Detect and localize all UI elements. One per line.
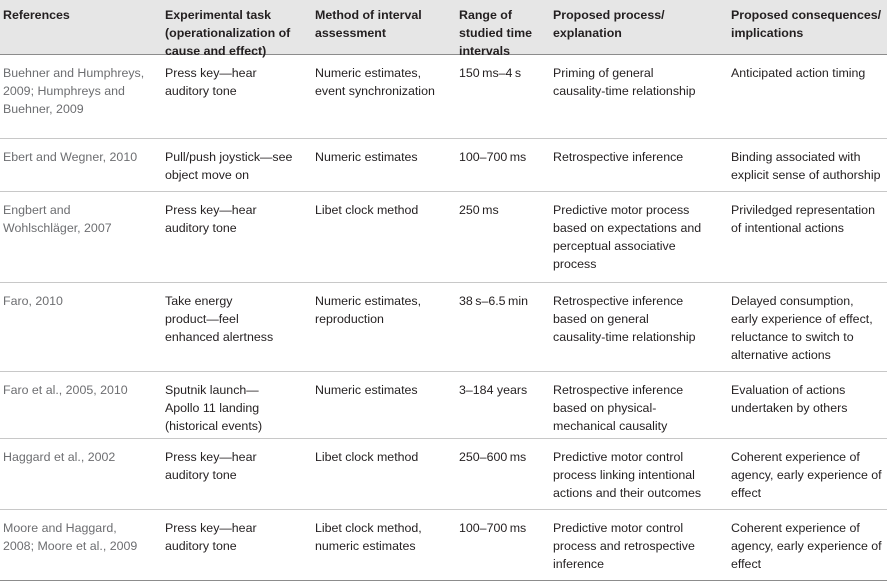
cell-consequences: Coherent experience of agency, early experience of effect [731, 521, 882, 571]
cell-consequences: Coherent experience of agency, early experience of effect [731, 450, 882, 500]
cell-reference: Moore and Haggard, 2008; Moore et al., 2009 [3, 521, 138, 553]
cell-method: Libet clock method, numeric estimates [315, 521, 422, 553]
header-process: Proposed process/ explanation [553, 8, 665, 40]
cell-reference: Buehner and Humphreys, 2009; Humphreys and Buehner, 2009 [3, 66, 145, 116]
cell-reference: Engbert and Wohlschläger, 2007 [3, 203, 112, 235]
header-range: Range of studied time intervals [459, 8, 532, 58]
cell-process: Retrospective inference based on general causality-time relationship [553, 294, 696, 344]
cell-task: Press key—hear auditory tone [165, 203, 257, 235]
cell-consequences: Anticipated action timing [731, 66, 866, 80]
cell-reference: Faro, 2010 [3, 294, 63, 308]
cell-task: Sputnik launch— Apollo 11 landing (historical events) [165, 383, 263, 433]
table-row [0, 192, 887, 283]
header-consequences: Proposed consequences/ implications [731, 8, 882, 40]
table-row [0, 439, 887, 510]
cell-range: 3–184 years [459, 383, 528, 397]
cell-consequences: Priviledged representation of intentional actions [731, 203, 875, 235]
cell-method: Numeric estimates, event synchronization [315, 66, 435, 98]
cell-task: Press key—hear auditory tone [165, 66, 257, 98]
cell-consequences: Evaluation of actions undertaken by others [731, 383, 848, 415]
table-row [0, 283, 887, 372]
cell-process: Predictive motor control process and retrospective inference [553, 521, 695, 571]
cell-method: Numeric estimates [315, 150, 418, 164]
table-row [0, 139, 887, 192]
cell-method: Numeric estimates, reproduction [315, 294, 422, 326]
table-header [0, 0, 887, 58]
cell-task: Take energy product—feel enhanced alertness [165, 294, 274, 344]
cell-range: 250–600 ms [459, 450, 527, 464]
cell-reference: Faro et al., 2005, 2010 [3, 383, 128, 397]
cell-task: Press key—hear auditory tone [165, 450, 257, 482]
cell-process: Retrospective inference [553, 150, 684, 164]
table-row [0, 510, 887, 581]
cell-range: 150 ms–4 s [459, 66, 522, 80]
cell-range: 38 s–6.5 min [459, 294, 529, 308]
cell-task: Press key—hear auditory tone [165, 521, 257, 553]
cell-process: Priming of general causality-time relationship [553, 66, 696, 98]
cell-task: Pull/push joystick—see object move on [165, 150, 293, 182]
cell-consequences: Delayed consumption, early experience of effect, reluctance to switch to alternative actions [731, 294, 873, 362]
table-row [0, 55, 887, 139]
cell-method: Numeric estimates [315, 383, 418, 397]
cell-process: Predictive motor control process linking intentional actions and their outcomes [553, 450, 702, 500]
cell-range: 100–700 ms [459, 150, 527, 164]
cell-process: Retrospective inference based on physical- mechanical causality [553, 383, 684, 433]
header-references: References [3, 8, 70, 22]
header-experimental-task: Experimental task (operationalization of cause and effect) [165, 8, 291, 58]
cell-range: 100–700 ms [459, 521, 527, 535]
cell-reference: Ebert and Wegner, 2010 [3, 150, 138, 164]
cell-reference: Haggard et al., 2002 [3, 450, 116, 464]
table-row [0, 372, 887, 439]
cell-consequences: Binding associated with explicit sense of authorship [731, 150, 881, 182]
cell-method: Libet clock method [315, 450, 419, 464]
cell-range: 250 ms [459, 203, 499, 217]
header-method: Method of interval assessment [315, 8, 422, 40]
cell-method: Libet clock method [315, 203, 419, 217]
cell-process: Predictive motor process based on expectations and perceptual associative process [553, 203, 702, 271]
